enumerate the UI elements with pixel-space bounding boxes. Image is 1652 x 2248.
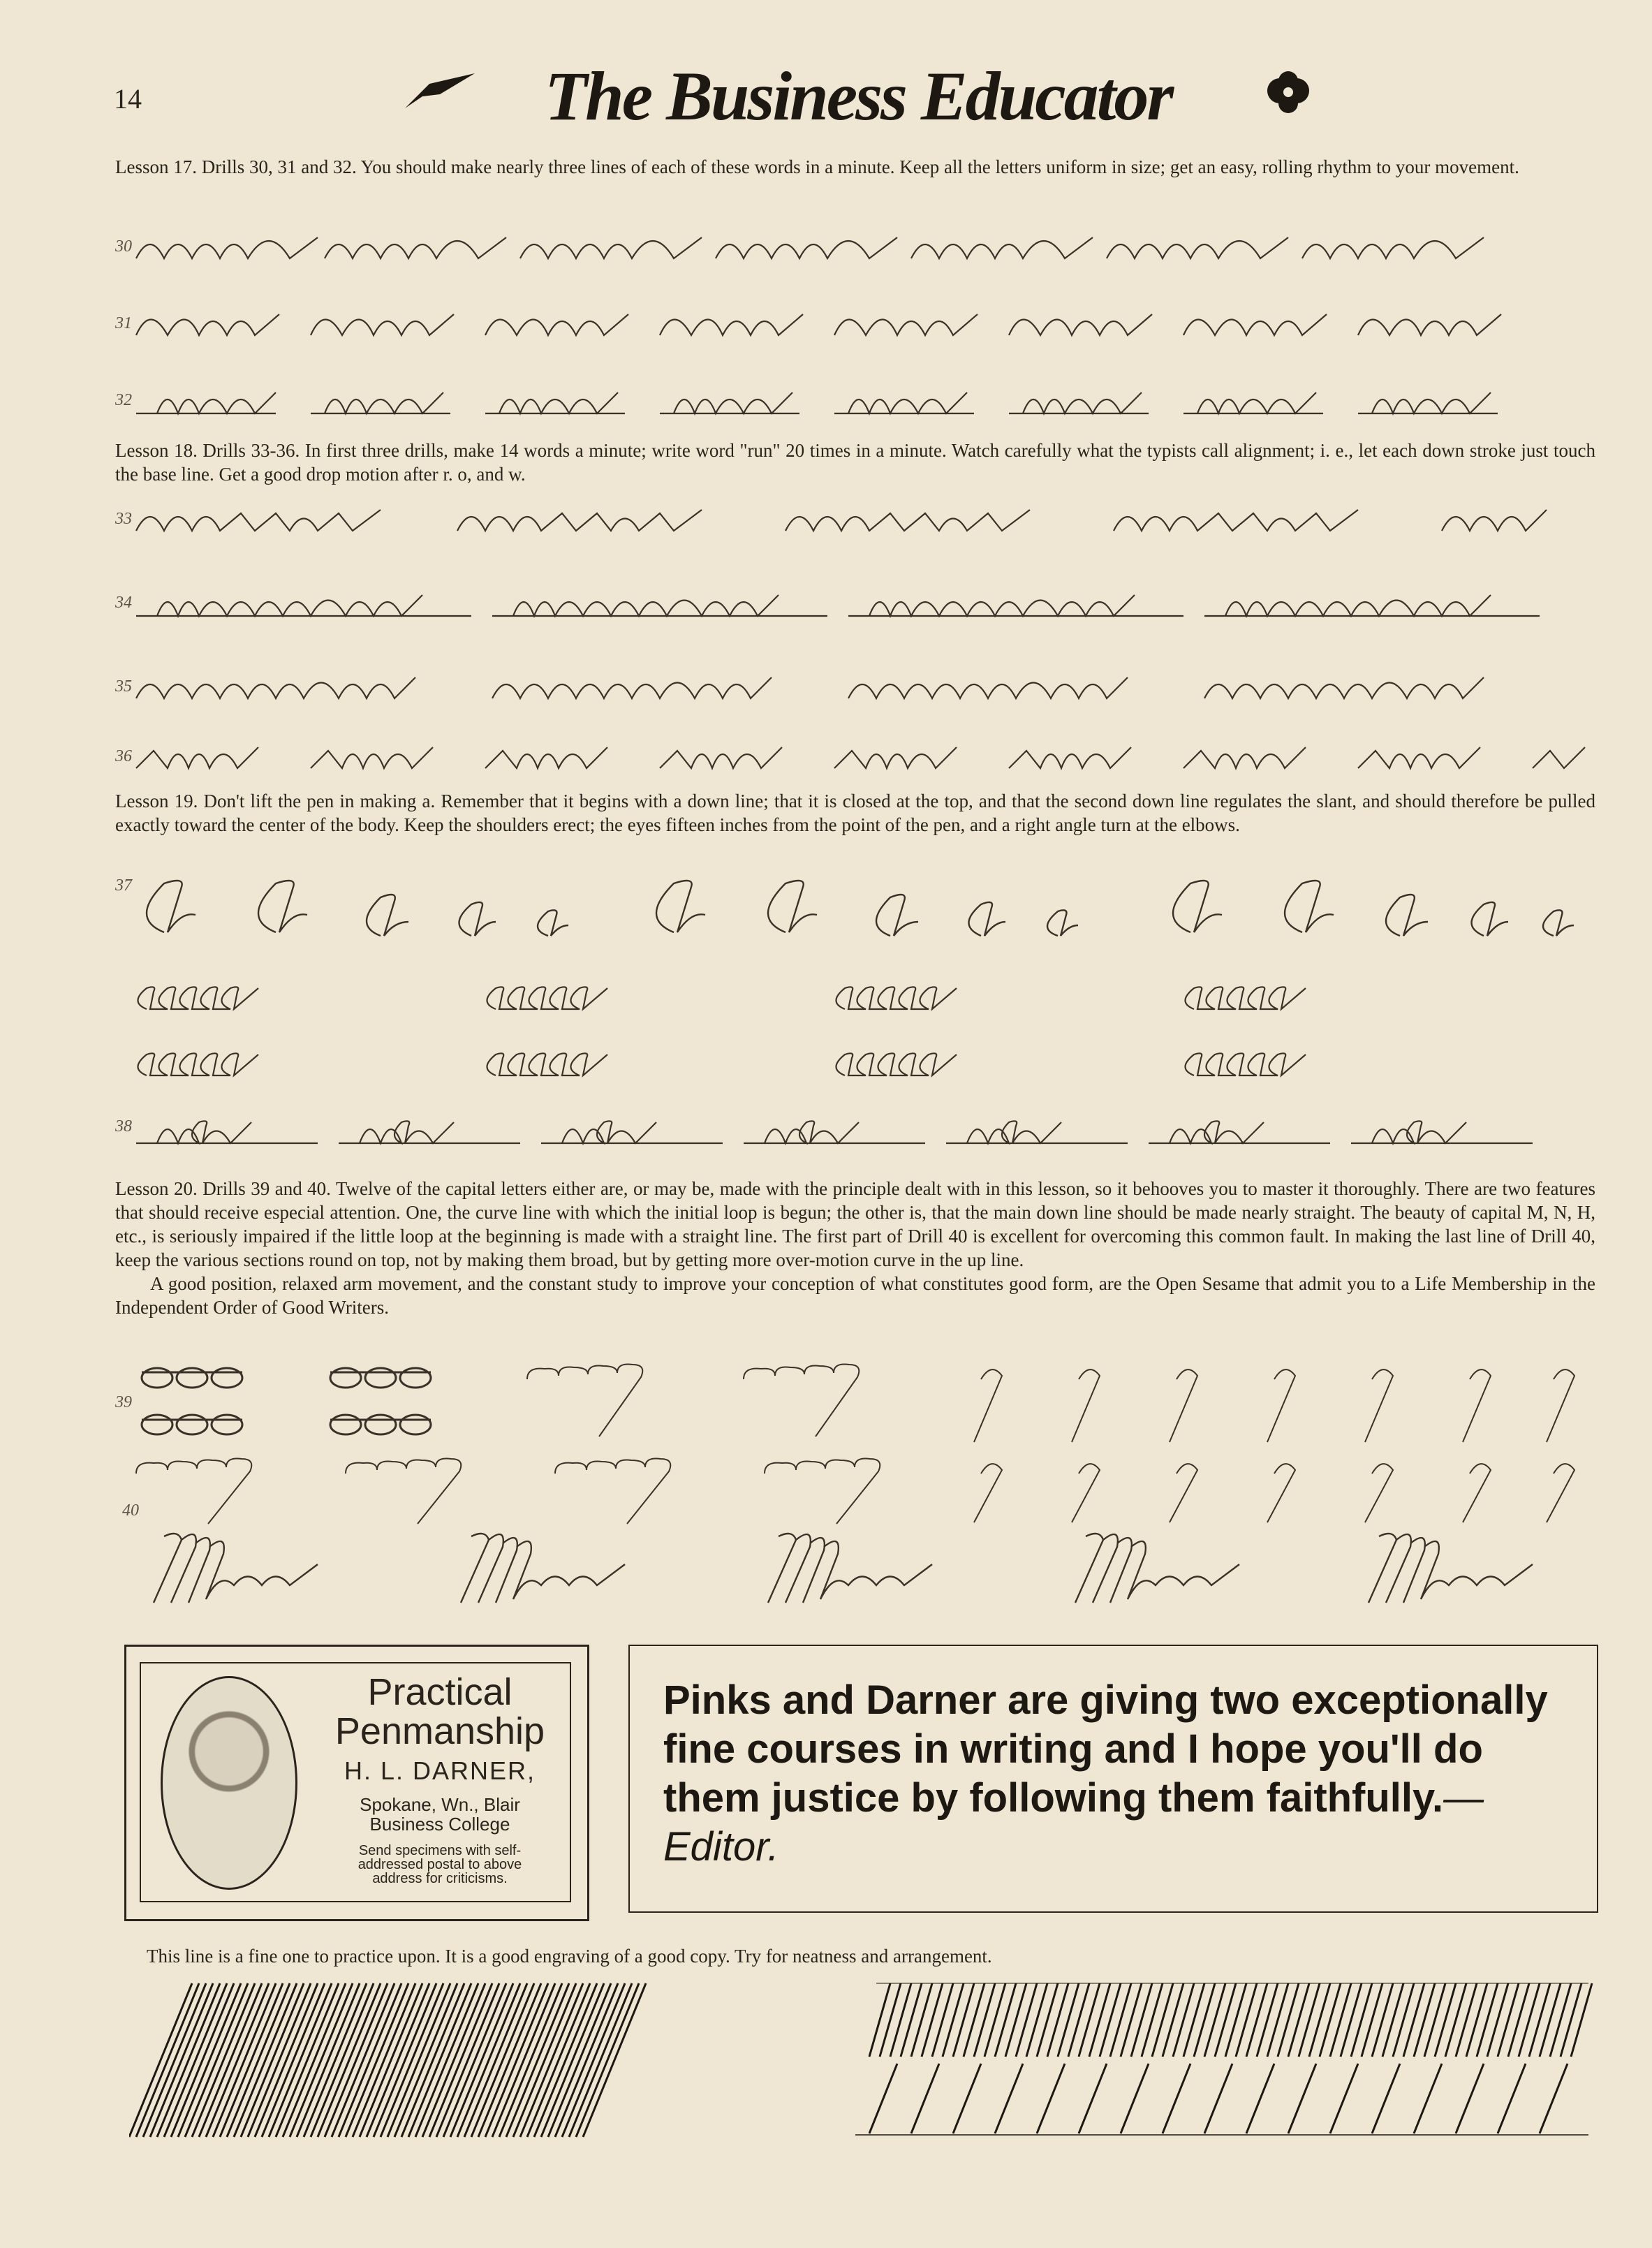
portrait-photo (161, 1676, 297, 1890)
svg-text:33: 33 (115, 510, 132, 528)
drill-31-vim (115, 293, 1595, 356)
drill-35-minnow (115, 656, 1595, 719)
practice-caption: This line is a fine one to practice upon. It is a good engraving of a good copy. Try for neatness and arrangement. (147, 1946, 992, 1967)
editor-note (663, 1676, 1564, 1872)
masthead-title: The Business Educator (545, 57, 1172, 135)
editor-note-text: Pinks and Darner are giving two exceptionally fine courses in writing and I hope you'll do them justice by following them faithfully. (663, 1677, 1548, 1821)
svg-text:40: 40 (122, 1501, 139, 1520)
drill-30-mix (115, 216, 1595, 279)
ad-title (307, 1673, 573, 1751)
svg-text:37: 37 (115, 876, 132, 895)
drill-37-aaaaa-row1 (115, 964, 1595, 1027)
svg-text:34: 34 (115, 594, 132, 612)
practice-engraving (129, 1980, 1595, 2140)
svg-text:36: 36 (115, 747, 132, 765)
lesson-20-paragraph-2: A good position, relaxed arm movement, and the constant study to improve your conception of what constitutes good form, are the Open Sesame that admit you to a Life Membership in the Independent Order of Good Writers. (115, 1273, 1595, 1318)
ad-note-line-2: addressed postal to above (357, 1857, 522, 1872)
svg-text:38: 38 (115, 1117, 132, 1136)
drill-37-aaaaa-row2 (115, 1030, 1595, 1093)
ad-title-line-1: Practical (367, 1671, 512, 1713)
quill-icon (401, 70, 478, 112)
emblem-icon (1260, 68, 1316, 117)
ad-note-line-3: address for criticisms. (372, 1871, 508, 1886)
lesson-20-paragraph-1: Lesson 20. Drills 39 and 40. Twelve of the capital letters either are, or may be, made with the principle dealt with in this lesson, so it behooves you to master it thoroughly. There are two features that should receive especial attention. One, the curve line with which the initial loop is begun; the other is, that the main down line should be made nearly straight. The beauty of capital M, N, H, etc., is seriously impaired if the little loop at the beginning is made with a straight line. The first part of Drill 40 is excellent for overcoming this common fault. In making the last line of Drill 40, keep the various sections round on top, not by making them broad, but by getting more over-motion curve in the up line. (115, 1178, 1595, 1270)
ad-school-line-1: Spokane, Wn., Blair (360, 1794, 520, 1815)
drill-36-run (115, 726, 1595, 789)
ad-title-line-2: Penmanship (334, 1710, 545, 1752)
ad-note-line-1: Send specimens with self- (358, 1843, 522, 1858)
svg-text:35: 35 (115, 677, 132, 696)
svg-text:30: 30 (115, 237, 132, 256)
lesson-19-text: Lesson 19. Don't lift the pen in making a. Remember that it begins with a down line; that it is closed at the top, and that the second down line regulates the slant, and should therefore be pulled exactly toward the center of the body. Keep the shoulders erect; the eyes fifteen inches from the point of the pen, and a right angle turn at the elbows. (115, 791, 1595, 835)
lesson-17-text: Lesson 17. Drills 30, 31 and 32. You should make nearly three lines of each of these words in a minute. Keep all the letters uniform in size; get an easy, rolling rhythm to your movement. (115, 156, 1519, 177)
ad-note (321, 1844, 559, 1886)
drill-34-winnow (115, 573, 1595, 636)
drill-32-win (115, 370, 1595, 433)
lesson-20-text (115, 1177, 1595, 1319)
ad-author-name: H. L. DARNER, (344, 1756, 536, 1785)
drill-40-capital-m (115, 1522, 1595, 1613)
ad-school-line-2: Business College (369, 1814, 510, 1835)
svg-text:31: 31 (115, 314, 132, 332)
drill-40-loops-and-caps (115, 1453, 1595, 1529)
page-number: 14 (114, 83, 142, 115)
ad-school (307, 1795, 573, 1834)
drill-37-a (115, 869, 1595, 953)
editor-signature: —Editor. (663, 1775, 1484, 1869)
svg-text:32: 32 (115, 391, 132, 409)
lesson-18-text: Lesson 18. Drills 33-36. In first three drills, make 14 words a minute; write word "run" 20 times in a minute. Watch carefully what the typists call alignment; i. e., let each down stroke just touch the base line. Get a good drop motion after r. o, and w. (115, 440, 1595, 485)
drill-39-ovals-and-caps (115, 1358, 1595, 1449)
drill-38-wan (115, 1100, 1595, 1163)
svg-text:39: 39 (115, 1393, 132, 1411)
drill-33-mirror (115, 489, 1595, 552)
